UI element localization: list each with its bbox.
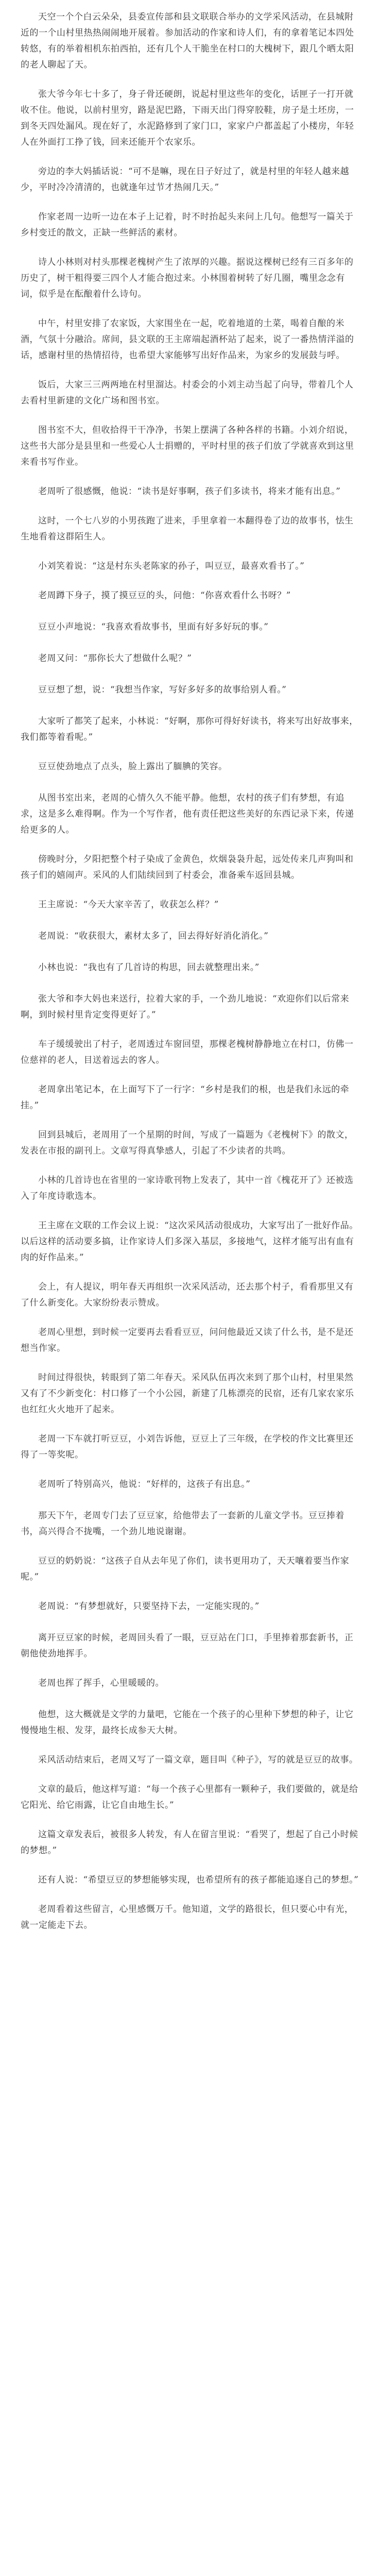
paragraph: 离开豆豆家的时候，老周回头看了一眼，豆豆站在门口，手里捧着那套新书，正朝他使劲地挥手。	[21, 1633, 354, 1659]
paragraph: 豆豆小声地说：“我喜欢看故事书，里面有好多好玩的事。”	[38, 622, 269, 632]
paragraph: 老周也挥了挥手，心里暖暖的。	[38, 1678, 164, 1688]
paragraph: 大家听了都笑了起来，小林说：“好啊，那你可得好好读书，将来写出好故事来，我们都等着看呢。”	[21, 716, 358, 742]
paragraph: 回到县城后，老周用了一个星期的时间，写成了一篇题为《老槐树下》的散文，发表在市报的副刊上。文章写得真挚感人，引起了不少读者的共鸣。	[21, 1130, 354, 1156]
paragraph: 老周又问：“那你长大了想做什么呢？”	[38, 653, 192, 664]
paragraph: 张大爷今年七十多了，身子骨还硬朗，说起村里这些年的变化，话匣子一打开就收不住。他说，以前村里穷，路是泥巴路，下雨天出门得穿胶鞋，房子是土坯房，一到冬天四处漏风。现在好了，水泥路修到了家门口，家家户户都盖起了小楼房，年轻人在外面打工挣了钱，回来还能开个农家乐。	[21, 89, 354, 147]
paragraph: 老周听了很感慨，他说：“读书是好事啊，孩子们多读书，将来才能有出息。”	[38, 486, 341, 497]
paragraph: 作家老周一边听一边在本子上记着，时不时抬起头来问上几句。他想写一篇关于乡村变迁的散文，正缺一些鲜活的素材。	[21, 212, 354, 238]
paragraph: 豆豆想了想，说：“我想当作家，写好多好多的故事给别人看。”	[38, 685, 287, 695]
paragraph: 车子缓缓驶出了村子，老周透过车窗回望，那棵老槐树静静地立在村口，仿佛一位慈祥的老人，目送着远去的客人。	[21, 1039, 354, 1065]
paragraph: 老周一下车就打听豆豆，小刘告诉他，豆豆上了三年级，在学校的作文比赛里还得了一等奖呢。	[21, 1434, 354, 1460]
paragraph: 小林的几首诗也在省里的一家诗歌刊物上发表了，其中一首《槐花开了》还被选入了年度诗歌选本。	[21, 1175, 354, 1201]
paragraph: 豆豆使劲地点了点头，脸上露出了腼腆的笑容。	[38, 761, 228, 772]
paragraph: 天空一个个白云朵朵，县委宣传部和县文联联合举办的文学采风活动，在县城附近的一个山村里热热闹闹地开展着。参加活动的作家和诗人们，有的拿着笔记本四处转悠，有的举着相机东拍西拍，还有几个人干脆坐在村口的大槐树下，跟几个晒太阳的老人聊起了天。	[21, 12, 354, 70]
paragraph: 老周拿出笔记本，在上面写下了一行字：“乡村是我们的根，也是我们永远的牵挂。”	[21, 1084, 350, 1111]
paragraph: 从图书室出来，老周的心情久久不能平静。他想，农村的孩子们有梦想，有追求，这是多么难得啊。作为一个写作者，他有责任把这些美好的东西记录下来，传递给更多的人。	[21, 793, 354, 835]
paragraph: 采风活动结束后，老周又写了一篇文章，题目叫《种子》，写的就是豆豆的故事。	[38, 1755, 358, 1765]
paragraph: 中午，村里安排了农家饭，大家围坐在一起，吃着地道的土菜，喝着自酿的米酒，气氛十分融洽。席间，县文联的王主席端起酒杯站了起来，说了一番热情洋溢的话，感谢村里的热情招待，也希望大家能够写出好作品来，为家乡的发展鼓与呼。	[21, 318, 354, 361]
paragraph: 张大爷和李大妈也来送行，拉着大家的手，一个劲儿地说：“欢迎你们以后常来啊，到时候村里肯定变得更好了。”	[21, 994, 350, 1020]
paragraph: 老周说：“收获很大，素材太多了，回去得好好消化消化。”	[38, 931, 269, 941]
paragraph: 这篇文章发表后，被很多人转发，有人在留言里说：“看哭了，想起了自己小时候的梦想。”	[21, 1829, 358, 1856]
paragraph: 傍晚时分，夕阳把整个村子染成了金黄色，炊烟袅袅升起，远处传来几声狗叫和孩子们的嬉闹声。采风的人们陆续回到了村委会，准备乘车返回县城。	[21, 854, 354, 880]
paragraph: 小刘笑着说：“这是村东头老陈家的孙子，叫豆豆，最喜欢看书了。”	[38, 561, 305, 571]
paragraph: 老周说：“有梦想就好，只要坚持下去，一定能实现的。”	[38, 1601, 259, 1612]
paragraph: 文章的最后，他这样写道：“每一个孩子心里都有一颗种子，我们要做的，就是给它阳光、给它雨露，让它自由地生长。”	[21, 1784, 358, 1810]
paragraph: 豆豆的奶奶说：“这孩子自从去年见了你们，读书更用功了，天天嚷着要当作家呢。”	[21, 1556, 350, 1582]
paragraph: 旁边的李大妈插话说：“可不是嘛，现在日子好过了，就是村里的年轻人越来越少，平时冷冷清清的，也就逢年过节才热闹几天。”	[21, 166, 350, 193]
paragraph: 老周听了特别高兴，他说：“好样的，这孩子有出息。”	[38, 1479, 251, 1489]
paragraph: 王主席在文联的工作会议上说：“这次采风活动很成功，大家写出了一批好作品。以后这样的活动要多搞，让作家诗人们多深入基层，多接地气，这样才能写出有血有肉的好作品来。”	[21, 1221, 358, 1263]
paragraph: 那天下午，老周专门去了豆豆家，给他带去了一套新的儿童文学书。豆豆捧着书，高兴得合不拢嘴，一个劲儿地说谢谢。	[21, 1511, 344, 1537]
paragraph: 还有人说：“希望豆豆的梦想能够实现，也希望所有的孩子都能追逐自己的梦想。”	[38, 1875, 359, 1885]
paragraph: 饭后，大家三三两两地在村里溜达。村委会的小刘主动当起了向导，带着几个人去看村里新建的文化广场和图书室。	[21, 380, 354, 406]
paragraph: 时间过得很快，转眼到了第二年春天。采风队伍再次来到了那个山村，村里果然又有了不少新变化：村口修了一个小公园，新建了几栋漂亮的民宿，还有几家农家乐也红红火火地开了起来。	[21, 1372, 354, 1415]
paragraph: 他想，这大概就是文学的力量吧，它能在一个孩子的心里种下梦想的种子，让它慢慢地生根、发芽，最终长成参天大树。	[21, 1709, 354, 1736]
paragraph: 小林也说：“我也有了几首诗的构思，回去就整理出来。”	[38, 962, 259, 973]
paragraph: 王主席说：“今天大家辛苦了，收获怎么样？”	[38, 900, 219, 910]
paragraph: 老周心里想，到时候一定要再去看看豆豆，问问他最近又读了什么书，是不是还想当作家。	[21, 1327, 354, 1353]
paragraph: 老周看着这些留言，心里感慨万千。他知道，文学的路很长，但只要心中有光，就一定能走下去。	[21, 1904, 354, 1930]
paragraph: 诗人小林则对村头那棵老槐树产生了浓厚的兴趣。据说这棵树已经有三百多年的历史了，树干粗得要三四个人才能合抱过来。小林围着树转了好几圈，嘴里念念有词，似乎是在酝酿着什么诗句。	[21, 257, 354, 299]
paragraph: 图书室不大，但收拾得干干净净，书架上摆满了各种各样的书籍。小刘介绍说，这些书大部分是县里和一些爱心人士捐赠的，平时村里的孩子们放了学就喜欢到这里来看书写作业。	[21, 425, 354, 467]
paragraph: 会上，有人提议，明年春天再组织一次采风活动，还去那个村子，看看那里又有了什么新变化。大家纷纷表示赞成。	[21, 1282, 354, 1308]
paragraph: 老周蹲下身子，摸了摸豆豆的头，问他：“你喜欢看什么书呀？”	[38, 590, 291, 601]
paragraph: 这时，一个七八岁的小男孩跑了进来，手里拿着一本翻得卷了边的故事书，怯生生地看着这群陌生人。	[21, 516, 354, 542]
